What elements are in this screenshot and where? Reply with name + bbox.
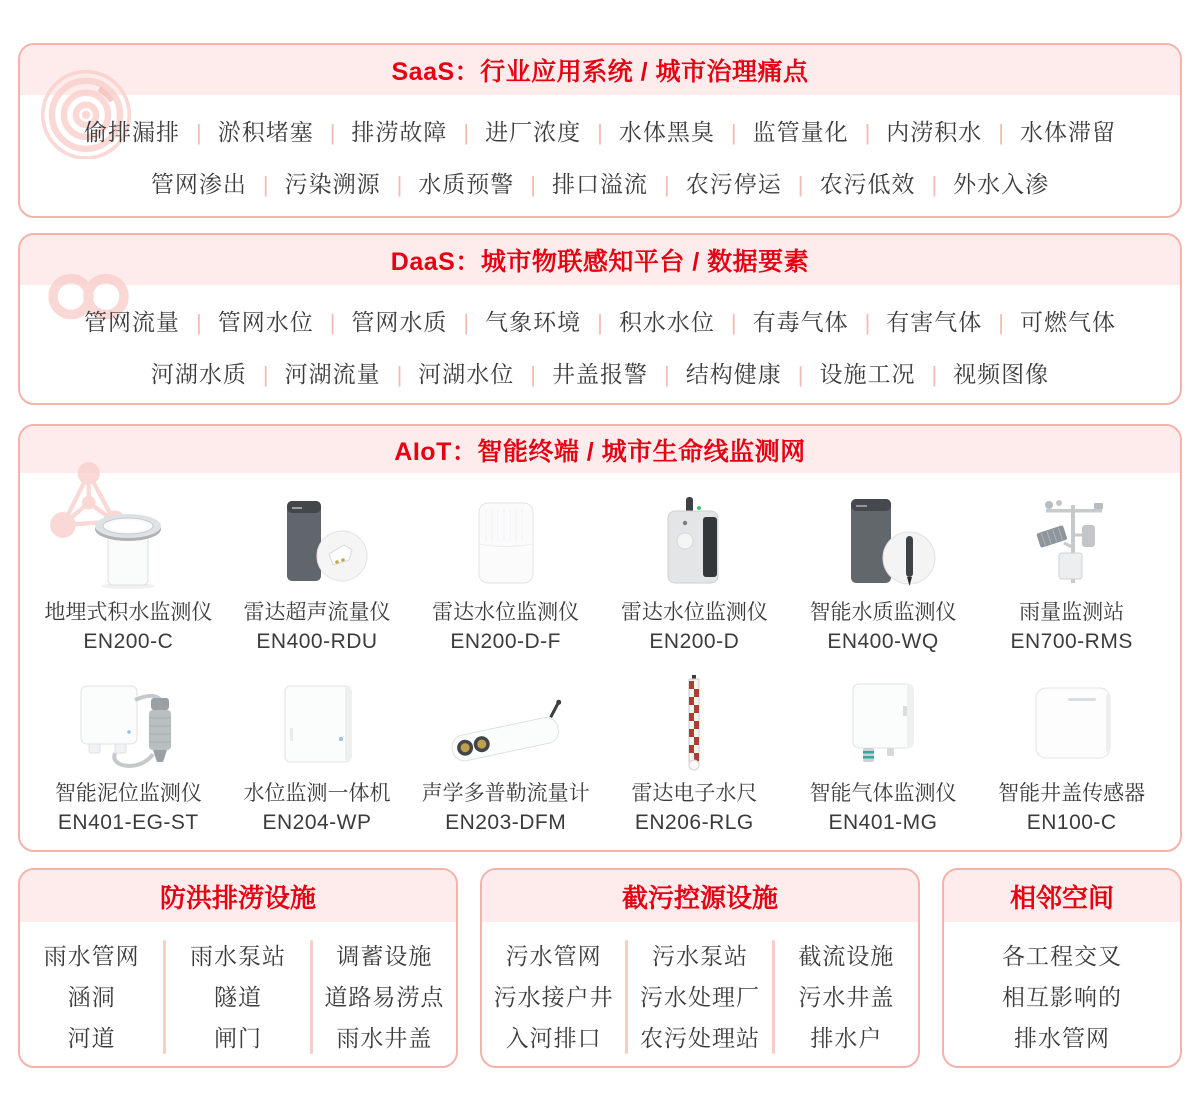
product-card <box>411 670 600 835</box>
facility-column-2 <box>628 928 771 1066</box>
facility-column-1 <box>482 928 625 1066</box>
facility-item: 入河排口 <box>505 1024 602 1051</box>
term: 河湖水位 <box>418 361 515 387</box>
term: 河湖水质 <box>150 361 247 387</box>
term: 可燃气体 <box>1020 309 1117 335</box>
product-model: EN203-DFM <box>445 811 567 834</box>
term: 水质预警 <box>418 171 515 197</box>
product-card <box>223 489 412 654</box>
product-model: EN200-D <box>649 630 740 653</box>
product-card <box>34 489 223 654</box>
product-card <box>977 670 1166 835</box>
water-level-allinone-icon <box>257 670 377 772</box>
term-separator <box>931 172 937 197</box>
facility-title: 截污控源设施 <box>621 882 778 913</box>
radar-level-monitor-icon <box>634 489 754 591</box>
facility-header-band <box>20 870 456 922</box>
facility-item: 相互影响的 <box>1002 983 1122 1010</box>
facility-item: 河道 <box>67 1024 116 1051</box>
term-separator <box>731 310 737 335</box>
product-model: EN200-D-F <box>450 630 562 653</box>
term-separator <box>865 120 871 145</box>
facility-column-2 <box>166 928 309 1066</box>
term: 管网水质 <box>351 309 448 335</box>
term-separator <box>530 172 536 197</box>
product-card <box>789 489 978 654</box>
facility-box-2 <box>480 868 920 1068</box>
term-separator <box>597 120 603 145</box>
product-name: 雨量监测站 <box>1019 601 1125 624</box>
daas-terms <box>20 285 1180 402</box>
term: 排口溢流 <box>552 171 648 197</box>
term-separator <box>664 172 670 197</box>
product-model: EN401-MG <box>828 811 938 834</box>
term-separator <box>263 362 269 387</box>
term: 井盖报警 <box>552 361 648 387</box>
product-row-1 <box>20 489 1180 654</box>
saas-term-row-2 <box>20 160 1180 212</box>
aiot-header-band <box>20 426 1180 473</box>
product-model: EN200-C <box>83 630 174 653</box>
term: 排涝故障 <box>351 119 448 145</box>
product-name: 智能泥位监测仪 <box>54 782 202 805</box>
facility-item: 雨水井盖 <box>336 1024 433 1051</box>
facility-item: 道路易涝点 <box>324 983 445 1010</box>
term-separator <box>865 310 871 335</box>
term: 河湖流量 <box>284 361 381 387</box>
aiot-section <box>18 424 1182 852</box>
facility-column-1 <box>944 928 1180 1066</box>
facility-item: 隧道 <box>213 983 262 1010</box>
product-card <box>977 489 1166 654</box>
daas-term-row-2 <box>20 350 1180 402</box>
saas-header-band <box>20 45 1180 95</box>
facility-item: 各工程交叉 <box>1002 942 1122 969</box>
product-card <box>223 670 412 835</box>
facility-item: 涵洞 <box>67 983 116 1010</box>
product-model: EN401-EG-ST <box>57 811 199 834</box>
facility-box-3 <box>942 868 1182 1068</box>
term-separator <box>798 172 804 197</box>
term: 有毒气体 <box>752 309 849 335</box>
product-name: 智能井盖传感器 <box>998 782 1146 805</box>
aiot-products <box>20 489 1180 835</box>
daas-section <box>18 233 1182 405</box>
term: 监管量化 <box>752 119 849 145</box>
term: 管网水位 <box>217 309 314 335</box>
facility-item: 排水管网 <box>1014 1024 1110 1051</box>
facility-title: 防洪排涝设施 <box>159 882 316 913</box>
buried-water-monitor-icon <box>68 489 188 591</box>
product-model: EN204-WP <box>262 811 372 834</box>
product-name: 雷达水位监测仪 <box>432 601 580 624</box>
facility-column-1 <box>20 928 163 1066</box>
facility-body <box>482 922 918 1066</box>
mud-level-monitor-icon <box>63 670 193 772</box>
term: 偷排漏排 <box>83 119 180 145</box>
facility-item: 污水接户井 <box>493 983 614 1010</box>
facility-column-3 <box>313 928 456 1066</box>
product-card <box>411 489 600 654</box>
facility-header-band <box>482 870 918 922</box>
facility-item: 污水泵站 <box>651 942 748 969</box>
term-separator <box>798 362 804 387</box>
term: 设施工况 <box>819 361 916 387</box>
saas-terms <box>20 95 1180 212</box>
term-separator <box>597 310 603 335</box>
term: 有害气体 <box>886 309 983 335</box>
term: 管网流量 <box>83 309 180 335</box>
product-model: EN700-RMS <box>1010 630 1133 653</box>
term: 外水入渗 <box>953 171 1050 197</box>
rain-monitor-station-icon <box>1012 489 1132 591</box>
term-separator <box>263 172 269 197</box>
term-separator <box>330 310 336 335</box>
daas-title: DaaS：城市物联感知平台 / 数据要素 <box>390 248 810 276</box>
term: 污染溯源 <box>284 171 381 197</box>
product-name: 水位监测一体机 <box>243 782 391 805</box>
term-separator <box>330 120 336 145</box>
term: 淤积堵塞 <box>217 119 314 145</box>
term: 管网渗出 <box>150 171 247 197</box>
term: 水体黑臭 <box>618 119 715 145</box>
aiot-title: AIoT：智能终端 / 城市生命线监测网 <box>394 437 806 466</box>
gas-monitor-icon <box>823 670 943 772</box>
product-card <box>34 670 223 835</box>
term: 视频图像 <box>953 361 1050 387</box>
facility-body <box>20 922 456 1066</box>
term: 农污停运 <box>685 171 782 197</box>
term-separator <box>530 362 536 387</box>
product-name: 智能气体监测仪 <box>809 782 957 805</box>
product-card <box>789 670 978 835</box>
facility-item: 雨水管网 <box>43 942 140 969</box>
product-model: EN400-WQ <box>827 630 939 653</box>
product-row-2 <box>20 670 1180 835</box>
product-name: 雷达超声流量仪 <box>243 601 391 624</box>
daas-header-band <box>20 235 1180 285</box>
term-separator <box>731 120 737 145</box>
water-quality-monitor-icon <box>823 489 943 591</box>
facility-header-band <box>944 870 1180 922</box>
facility-item: 污水处理厂 <box>639 983 760 1010</box>
term-separator <box>196 310 202 335</box>
product-name: 雷达水位监测仪 <box>620 601 768 624</box>
term-separator <box>463 310 469 335</box>
facility-item: 农污处理站 <box>639 1024 760 1051</box>
facility-item: 截流设施 <box>798 942 895 969</box>
term: 农污低效 <box>819 171 916 197</box>
term-separator <box>931 362 937 387</box>
term-separator <box>998 120 1004 145</box>
saas-title: SaaS：行业应用系统 / 城市治理痛点 <box>391 58 809 86</box>
term-separator <box>463 120 469 145</box>
term-separator <box>998 310 1004 335</box>
product-model: EN100-C <box>1026 811 1117 834</box>
product-name: 地埋式积水监测仪 <box>44 601 213 624</box>
product-card <box>600 670 789 835</box>
radar-water-gauge-icon <box>634 670 754 772</box>
facility-item: 调蓄设施 <box>336 942 433 969</box>
daas-term-row-1 <box>20 298 1180 350</box>
facility-title: 相邻空间 <box>1009 882 1114 913</box>
radar-level-monitor-f-icon <box>446 489 566 591</box>
facility-body <box>944 922 1180 1066</box>
term: 内涝积水 <box>886 119 983 145</box>
facility-item: 闸门 <box>213 1024 262 1051</box>
facilities-row <box>18 868 1182 1068</box>
facility-item: 污水管网 <box>505 942 602 969</box>
doppler-flowmeter-icon <box>431 670 581 772</box>
saas-term-row-1 <box>20 108 1180 160</box>
product-name: 雷达电子水尺 <box>631 782 758 805</box>
term: 气象环境 <box>485 309 582 335</box>
facility-item: 排水户 <box>810 1024 883 1051</box>
term-separator <box>397 172 403 197</box>
product-model: EN400-RDU <box>256 630 378 653</box>
facility-column-3 <box>775 928 918 1066</box>
product-name: 智能水质监测仪 <box>809 601 957 624</box>
product-card <box>600 489 789 654</box>
term: 水体滞留 <box>1020 119 1117 145</box>
term-separator <box>196 120 202 145</box>
term: 积水水位 <box>618 309 715 335</box>
facility-item: 污水井盖 <box>798 983 895 1010</box>
product-name: 声学多普勒流量计 <box>421 782 590 805</box>
radar-ultrasonic-flowmeter-icon <box>257 489 377 591</box>
product-model: EN206-RLG <box>634 811 754 834</box>
term: 进厂浓度 <box>485 119 582 145</box>
facility-box-1 <box>18 868 458 1068</box>
term: 结构健康 <box>685 361 782 387</box>
term-separator <box>397 362 403 387</box>
manhole-cover-sensor-icon <box>1012 670 1132 772</box>
term-separator <box>664 362 670 387</box>
facility-item: 雨水泵站 <box>189 942 286 969</box>
saas-section <box>18 43 1182 218</box>
